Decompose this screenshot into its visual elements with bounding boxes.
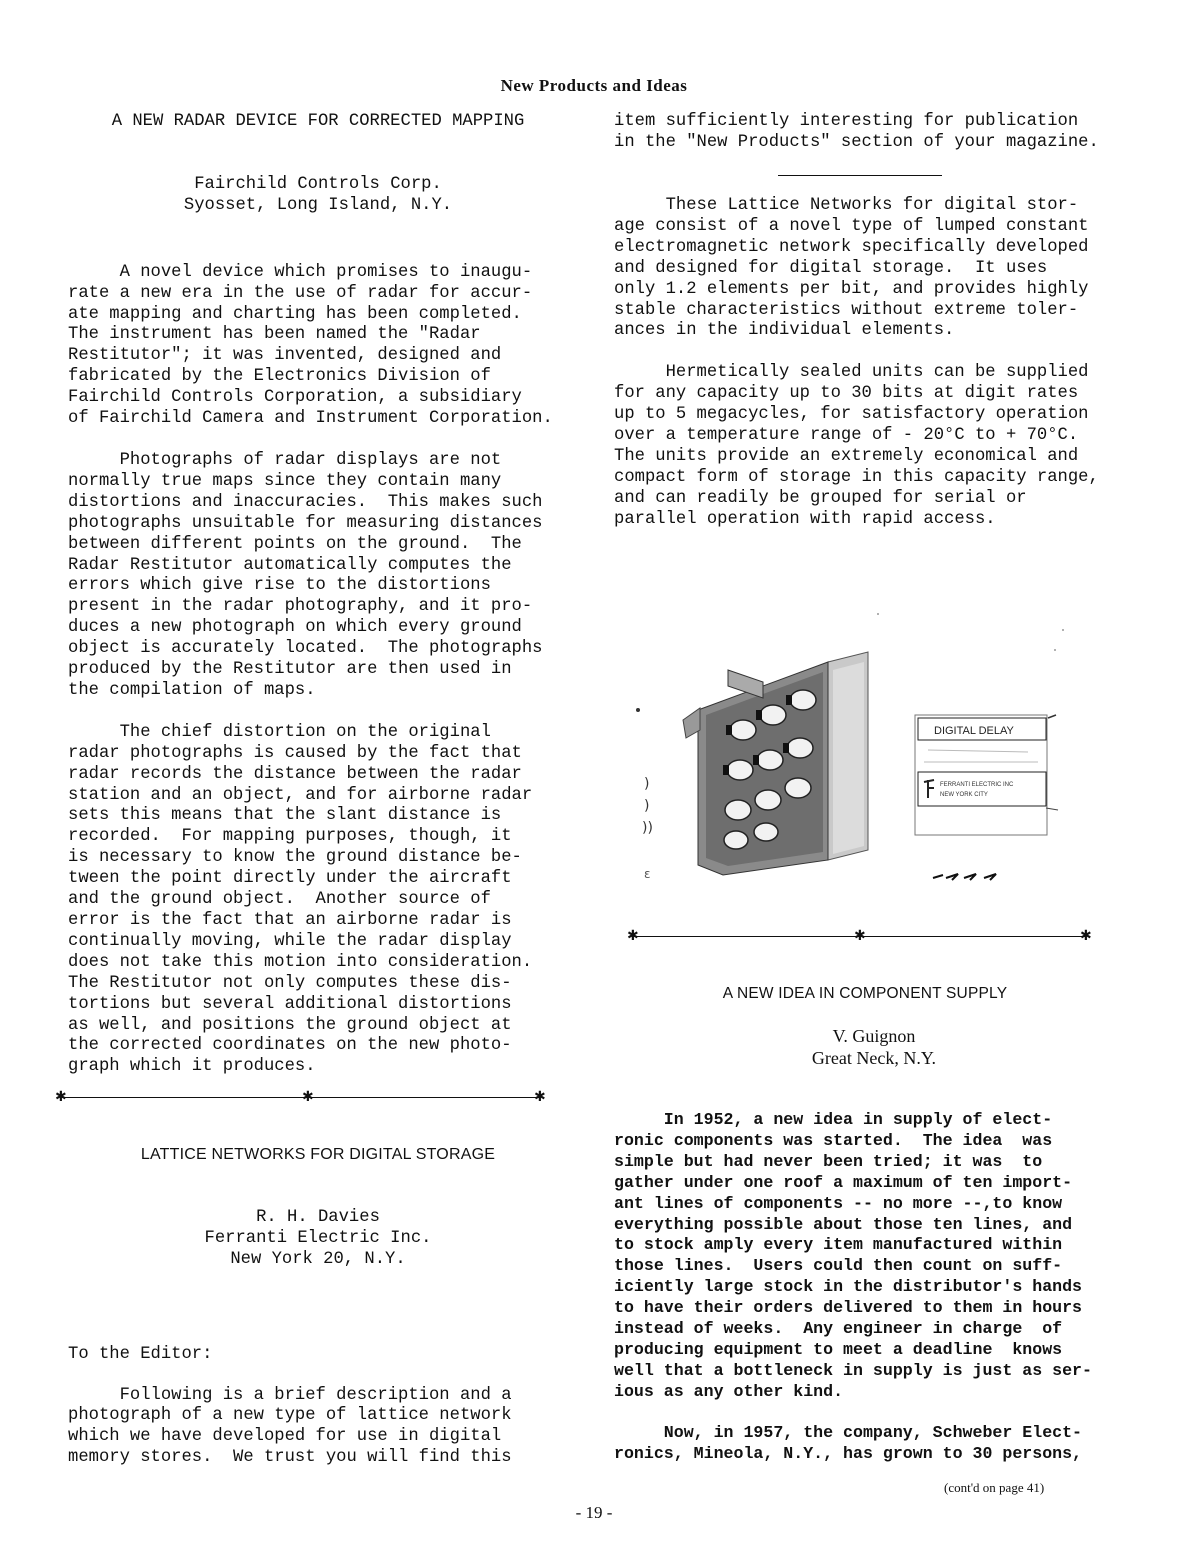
lattice-network-photograph [628,600,1068,890]
divider-star: ✱ [627,928,639,944]
article3-body [614,1110,1144,1465]
article1-author-org: Fairchild Controls Corp. [194,174,442,194]
article2-author-location: New York 20, N.Y. [230,1249,406,1269]
article3-author-name: V. Guignon [832,1025,916,1046]
photo-label-new-york-city: NEW YORK CITY [940,792,988,798]
continued-note: (cont'd on page 41) [944,1480,1045,1495]
svg-text:)): )) [642,820,653,836]
article3-paragraph-2: Now, in 1957, the company, Schweber Elect- ronics, Mineola, N.Y., has grown to 30 persons, [614,1422,1083,1463]
svg-text:): ) [644,798,650,814]
article3-title: A NEW IDEA IN COMPONENT SUPPLY [722,985,1008,1002]
short-divider [778,175,942,176]
article2-paragraph-2: Hermetically sealed units can be supplied for any capacity up to 30 bits at digit rates up to 5 megacycles, for satisfactory operation over a temperature range of - 20°C to + 70°C. The units provide an extremely economical and compact form of storage in this capacity range, and can readily be grouped for serial or parallel operation with rapid access. [614,363,1099,529]
article1-paragraph-3: The chief distortion on the original radar photographs is caused by the fact that radar records the distance between the radar station and an object, and for airborne radar sets this means that the slant distance is recorded. For mapping purposes, though, it is necessary to know the ground distance be- tween the point directly under the aircraft and the ground object. Another source of error is the fact that an airborne radar is continually moving, while the radar display does not take this motion into consideration. The Restitutor not only computes these dis- tortions but several additional distortions as well, and positions the ground object at the corrected coordinates on the new photo- graph which it produces. [68,722,533,1077]
article2-body [614,196,1134,531]
article2-salutation: To the Editor: [68,1344,213,1364]
left-column [68,112,568,1078]
article3-header-block [614,984,1134,1070]
running-header: New Products and Ideas [500,76,688,95]
article1-author-location: Syosset, Long Island, N.Y. [183,195,453,215]
article2-letter: Following is a brief description and a photograph of a new type of lattice network which we have developed for use in digital memory stores. We trust you will find this [68,1385,512,1468]
divider-star: ✱ [302,1089,314,1105]
photo-label-ferranti: FERRANTI ELECTRIC INC [940,782,1014,788]
svg-text:): ) [644,776,650,792]
article3-author-location: Great Neck, N.Y. [811,1047,937,1068]
article2-letter-continued: item sufficiently interesting for publication in the "New Products" section of your magazine. [614,112,1099,152]
photo-label-digital-delay: DIGITAL DELAY [934,725,1014,737]
article1-title: A NEW RADAR DEVICE FOR CORRECTED MAPPING [111,112,525,131]
article1-paragraph-1: A novel device which promises to inaugu- rate a new era in the use of radar for accur- ate mapping and charting has been completed. The instrument has been named the "Radar Restitutor"; it was invented, designed and fabricated by the Electronics Division of Fairchild Controls Corporation, a subsidiary of Fairchild Camera and Instrument Corporation. [68,262,553,429]
page-number: - 19 - [575,1503,613,1522]
right-column [614,112,1134,154]
article3-paragraph-1: In 1952, a new idea in supply of elect- ronic components was started. The idea was simple but had never been tried; it was to gather under one roof a maximum of ten import- ant lines of components -- no more --,to know everything possible about those ten lines, and to stock amply every item manufactured within those lines. Users could then count on suff- iciently large stock in the distributor's hands to have their orders delivered to them in hours instead of weeks. Any engineer in charge of producing equipment to meet a deadline knows well that a bottleneck in supply is just as ser- ious as any other kind. [614,1110,1092,1401]
article2-header-block [68,1145,568,1469]
divider-star: ✱ [1080,928,1092,944]
article2-paragraph-1: These Lattice Networks for digital stor- age consist of a novel type of lumped constant electromagnetic network specifically developed and designed for digital storage. It uses only 1.2 elements per bit, and provides highly stable characteristics without extreme toler- ances in the individual elements. [614,196,1089,341]
section-divider-left [62,1097,540,1098]
divider-star: ✱ [534,1089,546,1105]
article2-author-org: Ferranti Electric Inc. [204,1228,432,1248]
divider-star: ✱ [55,1089,67,1105]
article2-author-name: R. H. Davies [256,1207,380,1227]
article2-title: LATTICE NETWORKS FOR DIGITAL STORAGE [140,1146,496,1163]
article1-paragraph-2: Photographs of radar displays are not normally true maps since they contain many distortions and inaccuracies. This makes such photographs unsuitable for measuring distances between different points on the ground. The Radar Restitutor automatically computes the errors which give rise to the distortions present in the radar photography, and it pro- duces a new photograph on which every ground object is accurately located. The photographs produced by the Restitutor are then used in the compilation of maps. [68,450,543,700]
divider-star: ✱ [854,928,866,944]
svg-text:ɛ: ɛ [644,867,651,881]
